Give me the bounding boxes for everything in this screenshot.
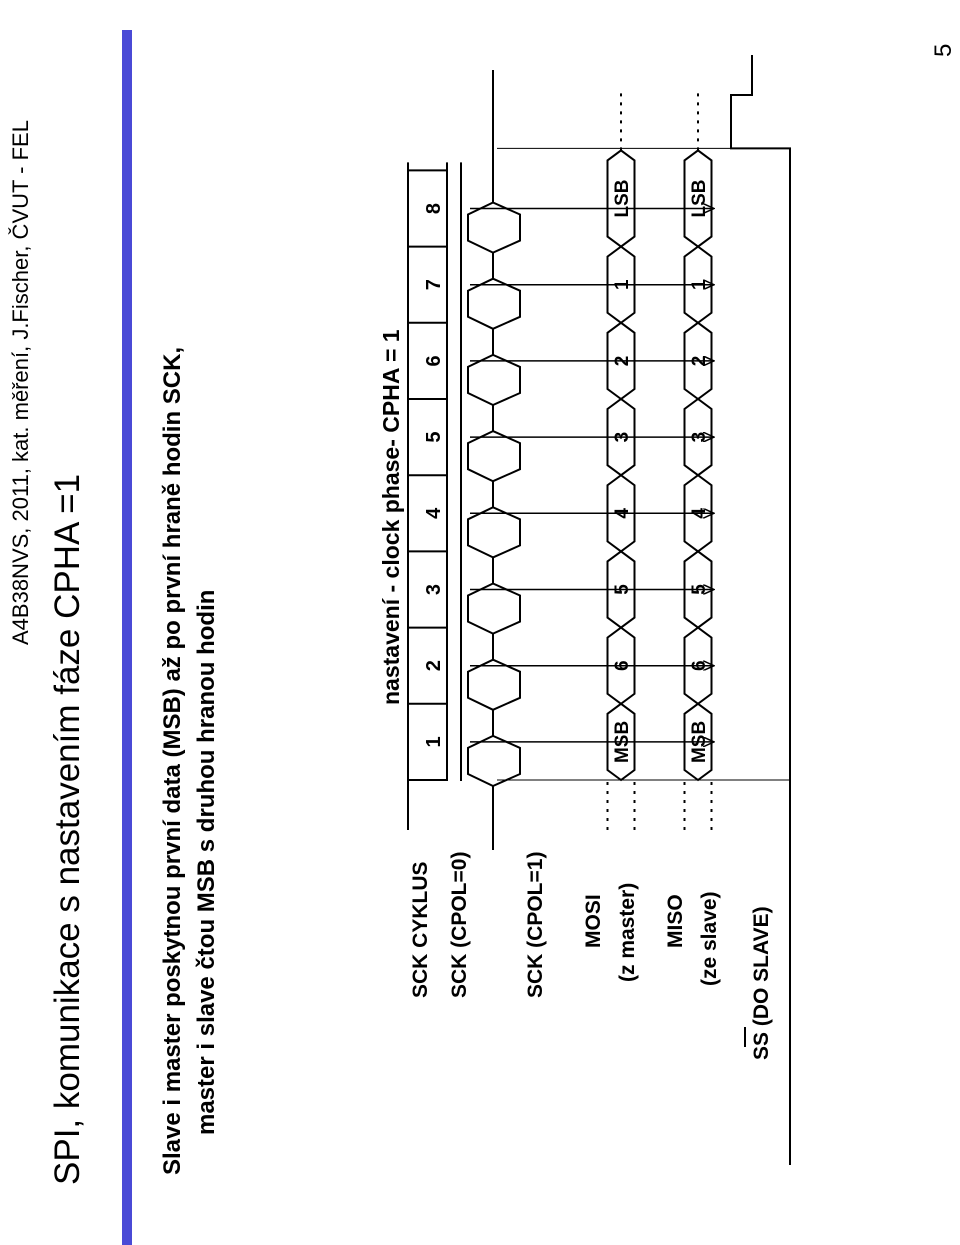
mosi-bit-label: 5 <box>612 584 633 595</box>
ss-waveform <box>731 55 790 1165</box>
label-sck-cpol1: SCK (CPOL=1) <box>524 851 547 998</box>
miso-idle-lines <box>685 780 712 830</box>
label-sck-cyklus: SCK CYKLUS <box>409 861 432 998</box>
sck-cpol1-waveform <box>493 70 520 850</box>
label-miso-sub: (ze slave) <box>698 891 721 986</box>
description-line-1: Slave i master poskytnou první data (MSB) až po první hraně hodin SCK, <box>159 346 186 1175</box>
label-mosi: MOSI <box>582 894 605 948</box>
sck-cpol0-waveform <box>468 70 493 850</box>
miso-bit-label: 2 <box>689 355 710 367</box>
cycle-number: 1 <box>423 736 445 748</box>
label-ss: SS (DO SLAVE) <box>750 906 773 1060</box>
mosi-bit-label: 1 <box>612 279 633 290</box>
cycle-number: 6 <box>423 355 445 367</box>
miso-bit-label: LSB <box>689 179 710 218</box>
cycle-number: 2 <box>423 660 445 672</box>
miso-bit-label: 5 <box>689 584 710 595</box>
cycle-number: 5 <box>423 431 445 443</box>
miso-bit-label: 1 <box>689 279 710 290</box>
course-header: A4B38NVS, 2011, kat. měření, J.Fischer, ČVUT - FEL <box>8 120 33 645</box>
label-sck-cpol0: SCK (CPOL=0) <box>448 851 471 998</box>
miso-bit-label: 3 <box>689 431 710 443</box>
miso-bit-label: MSB <box>689 720 710 764</box>
mosi-bit-label: 2 <box>612 355 633 367</box>
miso-bit-label: 4 <box>689 508 710 519</box>
mosi-bit-label: MSB <box>612 720 633 764</box>
page-number: 5 <box>930 43 957 57</box>
description-line-2: master i slave čtou MSB s druhou hranou hodin <box>193 589 220 1135</box>
label-mosi-sub: (z master) <box>616 882 639 982</box>
cycle-number: 3 <box>423 583 445 596</box>
phase-label: nastavení - clock phase- CPHA = 1 <box>378 329 404 705</box>
cycle-number: 4 <box>423 507 445 519</box>
cycle-number: 7 <box>423 279 445 291</box>
mosi-bit-label: 4 <box>612 508 633 519</box>
cycle-number: 8 <box>423 202 445 215</box>
mosi-bit-label: 3 <box>612 431 633 443</box>
label-miso: MISO <box>664 894 687 948</box>
mosi-bit-label: LSB <box>612 179 633 218</box>
mosi-idle-lines <box>608 780 635 830</box>
miso-bit-label: 6 <box>689 660 710 671</box>
mosi-bit-label: 6 <box>612 660 633 671</box>
page-title: SPI, komunikace s nastavením fáze CPHA =1 <box>48 473 87 1185</box>
